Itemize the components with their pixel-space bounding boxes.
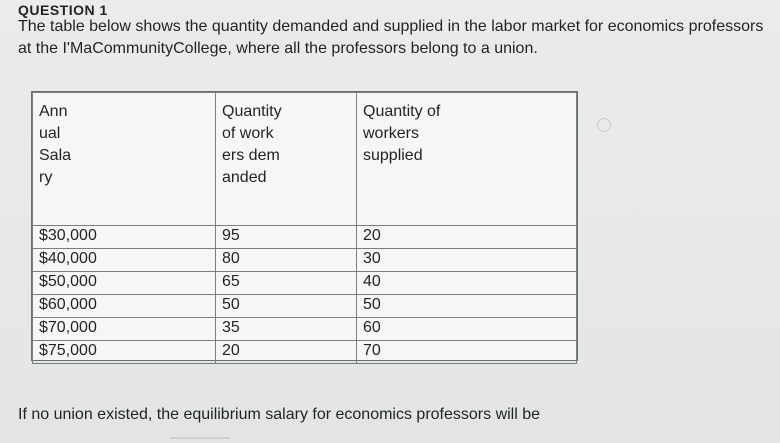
salary-cell: $30,000	[33, 226, 216, 249]
salary-cell: $75,000	[33, 341, 216, 364]
labor-market-table	[31, 91, 578, 361]
table-row	[33, 226, 577, 249]
table-row	[33, 341, 577, 364]
followup-question: If no union existed, the equilibrium salary for economics professors will be	[18, 406, 541, 423]
header-quantity-demanded: Quantity of workers demanded	[216, 93, 357, 226]
supplied-cell: 40	[357, 272, 577, 295]
supplied-cell: 70	[357, 341, 577, 364]
demanded-cell: 65	[216, 272, 357, 295]
table-header-row	[33, 93, 577, 226]
salary-cell: $60,000	[33, 295, 216, 318]
supplied-cell: 20	[357, 226, 577, 249]
salary-cell: $50,000	[33, 272, 216, 295]
demanded-cell: 35	[216, 318, 357, 341]
supplied-cell: 50	[357, 295, 577, 318]
header-annual-salary: Annual Salary	[33, 93, 216, 226]
header-quantity-supplied: Quantity of workers supplied	[357, 93, 577, 226]
demanded-cell: 50	[216, 295, 357, 318]
table-row	[33, 318, 577, 341]
demanded-cell: 95	[216, 226, 357, 249]
salary-cell: $40,000	[33, 249, 216, 272]
question-prompt: The table below shows the quantity demanded and supplied in the labor market for economics professors at the I'MaCommunityCollege, where all the professors belong to a union.	[18, 18, 764, 57]
demanded-cell: 20	[216, 341, 357, 364]
radio-circle-icon	[597, 118, 611, 132]
salary-cell: $70,000	[33, 318, 216, 341]
data-table	[32, 92, 577, 364]
table-row	[33, 295, 577, 318]
answer-divider	[170, 437, 230, 439]
demanded-cell: 80	[216, 249, 357, 272]
supplied-cell: 30	[357, 249, 577, 272]
question-number: QUESTION 1	[18, 2, 108, 18]
table-row	[33, 272, 577, 295]
supplied-cell: 60	[357, 318, 577, 341]
table-row	[33, 249, 577, 272]
